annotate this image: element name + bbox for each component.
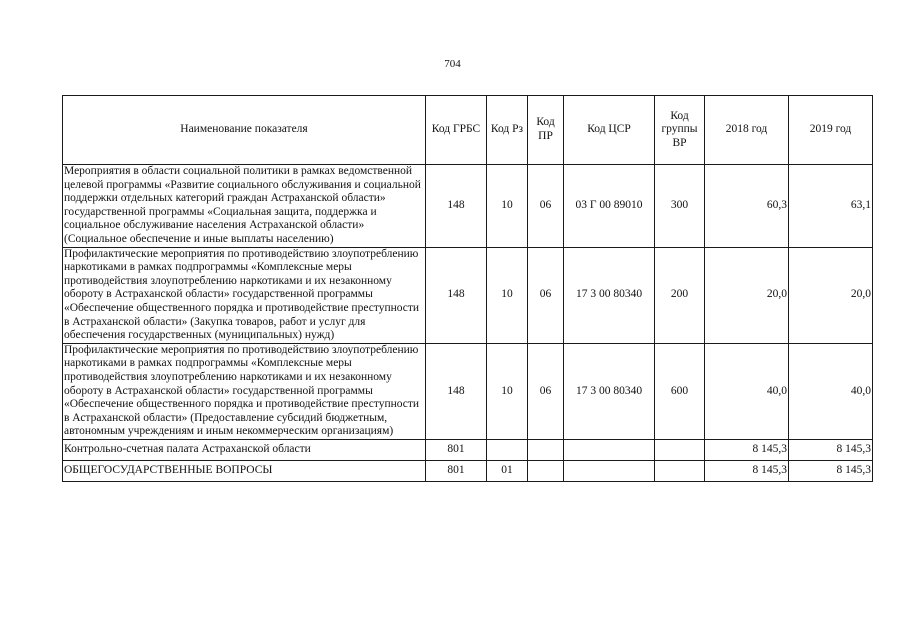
row-2018: 8 145,3 — [705, 439, 789, 460]
row-csr — [564, 439, 655, 460]
row-grbs: 801 — [426, 460, 487, 481]
row-pr — [528, 439, 564, 460]
row-2018: 20,0 — [705, 247, 789, 343]
row-rz: 10 — [487, 343, 528, 439]
row-rz: 10 — [487, 247, 528, 343]
row-csr: 03 Г 00 89010 — [564, 165, 655, 248]
table-row — [63, 460, 873, 481]
budget-table — [62, 95, 873, 482]
row-grbs: 801 — [426, 439, 487, 460]
row-grbs: 148 — [426, 165, 487, 248]
header-rz: Код Рз — [487, 96, 528, 165]
row-pr: 06 — [528, 165, 564, 248]
row-name: Профилактические мероприятия по противодействию злоупотреблению наркотиками в рамках подпрограммы «Комплексные меры противодействия злоупотреблению наркотиками и их незаконному обороту в Астраханской области» государственной программы «Обеспечение общественного порядка и противодействие преступности в Астраханской области» (Предоставление субсидий бюджетным, автономным учреждениям и иным некоммерческим организациям) — [63, 343, 426, 439]
row-grbs: 148 — [426, 343, 487, 439]
header-pr: Код ПР — [528, 96, 564, 165]
row-pr — [528, 460, 564, 481]
header-csr: Код ЦСР — [564, 96, 655, 165]
row-name: Контрольно-счетная палата Астраханской области — [63, 439, 426, 460]
row-vr — [655, 460, 705, 481]
row-name: ОБЩЕГОСУДАРСТВЕННЫЕ ВОПРОСЫ — [63, 460, 426, 481]
row-vr: 300 — [655, 165, 705, 248]
row-2018: 40,0 — [705, 343, 789, 439]
table-row — [63, 165, 873, 248]
row-rz: 01 — [487, 460, 528, 481]
row-name: Профилактические мероприятия по противодействию злоупотреблению наркотиками в рамках подпрограммы «Комплексные меры противодействия злоупотреблению наркотиками и их незаконному обороту в Астраханской области» государственной программы «Обеспечение общественного порядка и противодействие преступности в Астраханской области» (Закупка товаров, работ и услуг для обеспечения государственных (муниципальных) нужд) — [63, 247, 426, 343]
row-rz: 10 — [487, 165, 528, 248]
row-2019: 8 145,3 — [789, 439, 873, 460]
row-2019: 40,0 — [789, 343, 873, 439]
row-csr: 17 3 00 80340 — [564, 343, 655, 439]
table-row — [63, 247, 873, 343]
row-vr — [655, 439, 705, 460]
row-2019: 8 145,3 — [789, 460, 873, 481]
header-vr: Код группы ВР — [655, 96, 705, 165]
page-number: 704 — [444, 58, 461, 70]
row-2019: 20,0 — [789, 247, 873, 343]
row-rz — [487, 439, 528, 460]
table-row — [63, 343, 873, 439]
table-row — [63, 439, 873, 460]
row-pr: 06 — [528, 247, 564, 343]
row-2018: 60,3 — [705, 165, 789, 248]
row-name: Мероприятия в области социальной политики в рамках ведомственной целевой программы «Развитие социального обслуживания и социальной поддержки отдельных категорий граждан Астраханской области» государственной программы «Социальная защита, поддержка и социальное обслуживание населения Астраханской области» (Социальное обеспечение и иные выплаты населению) — [63, 165, 426, 248]
header-grbs: Код ГРБС — [426, 96, 487, 165]
row-pr: 06 — [528, 343, 564, 439]
row-grbs: 148 — [426, 247, 487, 343]
table-header-row — [63, 96, 873, 165]
header-2018: 2018 год — [705, 96, 789, 165]
row-vr: 200 — [655, 247, 705, 343]
row-2018: 8 145,3 — [705, 460, 789, 481]
header-2019: 2019 год — [789, 96, 873, 165]
row-csr — [564, 460, 655, 481]
row-vr: 600 — [655, 343, 705, 439]
row-csr: 17 3 00 80340 — [564, 247, 655, 343]
header-name: Наименование показателя — [63, 96, 426, 165]
row-2019: 63,1 — [789, 165, 873, 248]
